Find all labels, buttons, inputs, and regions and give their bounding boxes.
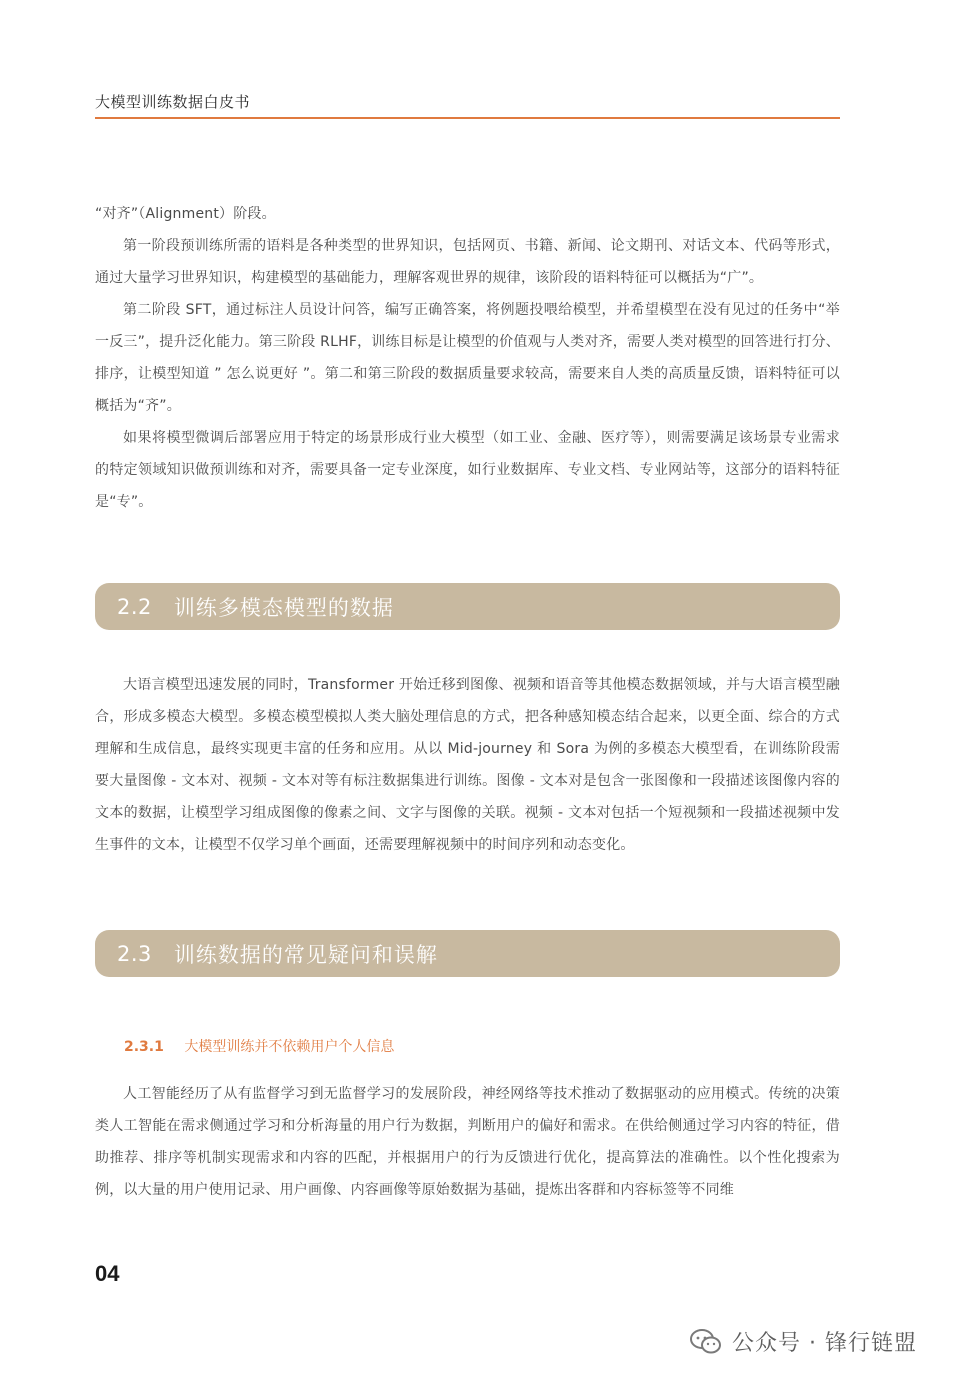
subsection-number: 2.3.1 <box>124 1039 164 1055</box>
watermark-text: 公众号 · 锋行链盟 <box>732 1331 917 1356</box>
paragraph: 如果将模型微调后部署应用于特定的场景形成行业大模型（如工业、金融、医疗等），则需要满足该场景专业需求的特定领域知识做预训练和对齐，需要具备一定专业深度，如行业数据库、专业文档、专业网站等，这部分的语料特征是“专”。 <box>95 430 840 510</box>
document-title: 大模型训练数据白皮书 <box>95 93 251 111</box>
section-title: 训练数据的常见疑问和误解 <box>173 942 438 967</box>
subsection-title: 大模型训练并不依赖用户个人信息 <box>184 1039 395 1055</box>
section-title: 训练多模态模型的数据 <box>173 595 394 620</box>
page-number: 04 <box>95 1261 120 1286</box>
subsection-heading-2-3-1 <box>124 1036 394 1056</box>
section-number: 2.2 <box>117 594 152 619</box>
section-heading-2-2 <box>95 583 840 630</box>
paragraph: 大语言模型迅速发展的同时，Transformer 开始迁移到图像、视频和语音等其他模态数据领域，并与大语言模型融合，形成多模态大模型。多模态模型模拟人类大脑处理信息的方式，把各种感知模态结合起来，以更全面、综合的方式理解和生成信息，最终实现更丰富的任务和应用。从以 Mid-journey 和 Sora 为例的多模态大模型看，在训练阶段需要大量图像 - 文本对、视频 - 文本对等有标注数据集进行训练。图像 - 文本对是包含一张图像和一段描述该图像内容的文本的数据，让模型学习组成图像的像素之间、文字与图像的关联。视频 - 文本对包括一个短视频和一段描述视频中发生事件的文本，让模型不仅学习单个画面，还需要理解视频中的时间序列和动态变化。 <box>95 677 840 853</box>
section-heading-2-3 <box>95 930 840 977</box>
section-2-3-text <box>95 1078 840 1206</box>
paragraph: “对齐”（Alignment）阶段。 <box>95 206 276 222</box>
paragraph: 第二阶段 SFT，通过标注人员设计问答，编写正确答案，将例题投喂给模型，并希望模型在没有见过的任务中“举一反三”，提升泛化能力。第三阶段 RLHF，训练目标是让模型的价值观与人类对齐，需要人类对模型的回答进行打分、排序，让模型知道 ” 怎么说更好 ”。第二和第三阶段的数据质量要求较高，需要来自人类的高质量反馈，语料特征可以概括为“齐”。 <box>95 302 840 414</box>
wechat-icon <box>690 1329 722 1355</box>
running-header <box>95 89 840 119</box>
section-2-2-text <box>95 669 840 861</box>
watermark <box>690 1326 917 1357</box>
paragraph: 第一阶段预训练所需的语料是各种类型的世界知识，包括网页、书籍、新闻、论文期刊、对话文本、代码等形式，通过大量学习世界知识，构建模型的基础能力，理解客观世界的规律，该阶段的语料特征可以概括为“广”。 <box>95 238 840 286</box>
section-number: 2.3 <box>117 941 152 966</box>
intro-text <box>95 198 840 518</box>
paragraph: 人工智能经历了从有监督学习到无监督学习的发展阶段，神经网络等技术推动了数据驱动的应用模式。传统的决策类人工智能在需求侧通过学习和分析海量的用户行为数据，判断用户的偏好和需求。在供给侧通过学习内容的特征，借助推荐、排序等机制实现需求和内容的匹配，并根据用户的行为反馈进行优化，提高算法的准确性。以个性化搜索为例，以大量的用户使用记录、用户画像、内容画像等原始数据为基础，提炼出客群和内容标签等不同维 <box>95 1086 840 1198</box>
